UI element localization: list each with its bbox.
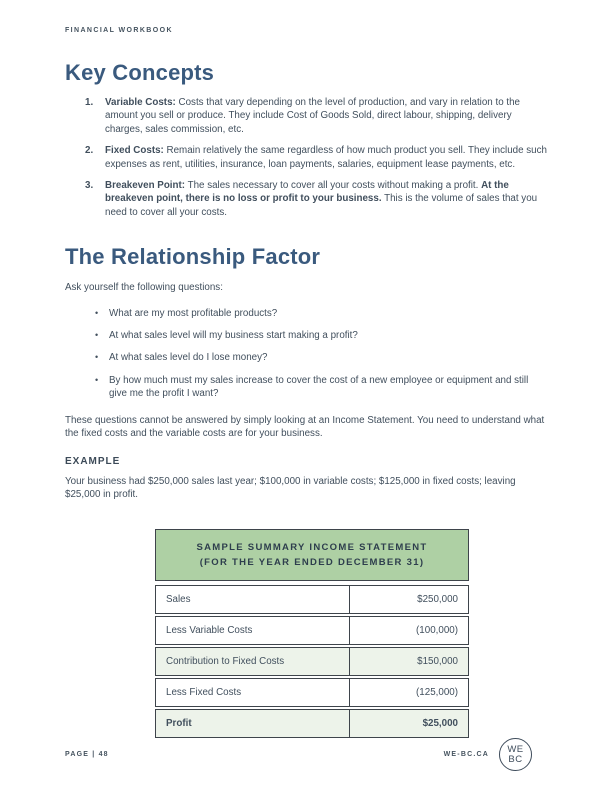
- concept-definition: Costs that vary depending on the level of production, and vary in relation to the amount you sell or produce. They include Cost of Goods Sold, direct labour, shipping, delivery charges, sales commission, etc.: [105, 97, 520, 135]
- row-label: Less Fixed Costs: [156, 679, 350, 706]
- webc-logo-line1: WE: [507, 744, 524, 755]
- table-row-contribution-to-fixed-costs: [155, 647, 469, 676]
- row-amount: $250,000: [417, 594, 458, 606]
- table-row-profit: [155, 709, 469, 738]
- concept-term: Breakeven Point:: [105, 180, 186, 192]
- page-footer: [65, 738, 532, 771]
- concept-text: [105, 144, 547, 171]
- question-item: [95, 374, 547, 401]
- section-title-relationship-factor: The Relationship Factor: [65, 244, 321, 270]
- row-amount: $25,000: [422, 718, 458, 730]
- question-item: [95, 329, 547, 342]
- question-item: [95, 351, 547, 364]
- row-amount: (100,000): [416, 625, 458, 637]
- webc-logo-icon: [499, 738, 532, 771]
- relationship-intro: Ask yourself the following questions:: [65, 282, 223, 294]
- table-row-sales: [155, 585, 469, 614]
- key-concepts-list: [65, 96, 547, 219]
- concept-item-breakeven-point: [85, 179, 547, 219]
- concept-text: [105, 96, 547, 136]
- row-amount: (125,000): [416, 687, 458, 699]
- concept-definition: Remain relatively the same regardless of how much product you sell. They include such expenses as rent, utilities, insurance, loan payments, salaries, equipment lease payments, etc.: [105, 145, 547, 170]
- example-paragraph: Your business had $250,000 sales last year; $100,000 in variable costs; $125,000 in fixed costs; leaving $25,000 in profit.: [65, 475, 516, 500]
- concept-text: [105, 179, 547, 219]
- question-text: By how much must my sales increase to cover the cost of a new employee or equipment and still give me the profit I want?: [109, 374, 529, 400]
- concept-number: 3.: [85, 180, 94, 192]
- concept-item-variable-costs: [85, 96, 547, 136]
- question-item: [95, 307, 547, 320]
- example-heading: EXAMPLE: [65, 455, 121, 467]
- document-kicker: FINANCIAL WORKBOOK: [65, 27, 173, 34]
- row-label: Contribution to Fixed Costs: [156, 648, 350, 675]
- concept-definition-tail: This is the volume of sales that you need to cover all your costs.: [105, 193, 538, 218]
- webc-logo-line2: BC: [508, 753, 523, 765]
- page-number: PAGE | 48: [65, 751, 109, 758]
- website-url: WE-BC.CA: [443, 751, 489, 758]
- income-statement-title-line2: (FOR THE YEAR ENDED DECEMBER 31): [199, 557, 425, 569]
- income-statement-header: [155, 529, 469, 581]
- questions-list: [65, 307, 547, 401]
- bullet-icon: •: [95, 307, 99, 318]
- concept-definition: The sales necessary to cover all your costs without making a profit.: [185, 180, 482, 192]
- table-row-less-variable-costs: [155, 616, 469, 645]
- concept-emphasis: At the breakeven point, there is no loss or profit to your business.: [105, 180, 509, 205]
- row-label: Sales: [156, 586, 350, 613]
- concept-term: Variable Costs:: [105, 97, 176, 108]
- bullet-icon: •: [95, 352, 99, 363]
- relationship-paragraph: These questions cannot be answered by simply looking at an Income Statement. You need to understand what the fixed costs and the variable costs are for your business.: [65, 414, 545, 440]
- row-label: Profit: [156, 710, 350, 737]
- income-statement-title-line1: SAMPLE SUMMARY INCOME STATEMENT: [196, 542, 428, 554]
- concept-number: 2.: [85, 145, 94, 157]
- table-row-less-fixed-costs: [155, 678, 469, 707]
- row-label: Less Variable Costs: [156, 617, 350, 644]
- section-title-key-concepts: Key Concepts: [65, 60, 215, 85]
- concept-item-fixed-costs: [85, 144, 547, 171]
- concept-number: 1.: [85, 97, 94, 108]
- bullet-icon: •: [95, 374, 99, 385]
- bullet-icon: •: [95, 330, 99, 341]
- income-statement-table: [155, 529, 469, 738]
- question-text: At what sales level will my business start making a profit?: [109, 330, 358, 342]
- question-text: What are my most profitable products?: [109, 307, 278, 319]
- footer-right-group: [444, 738, 532, 771]
- row-amount: $150,000: [417, 656, 458, 668]
- question-text: At what sales level do I lose money?: [109, 352, 268, 364]
- concept-term: Fixed Costs:: [105, 145, 164, 157]
